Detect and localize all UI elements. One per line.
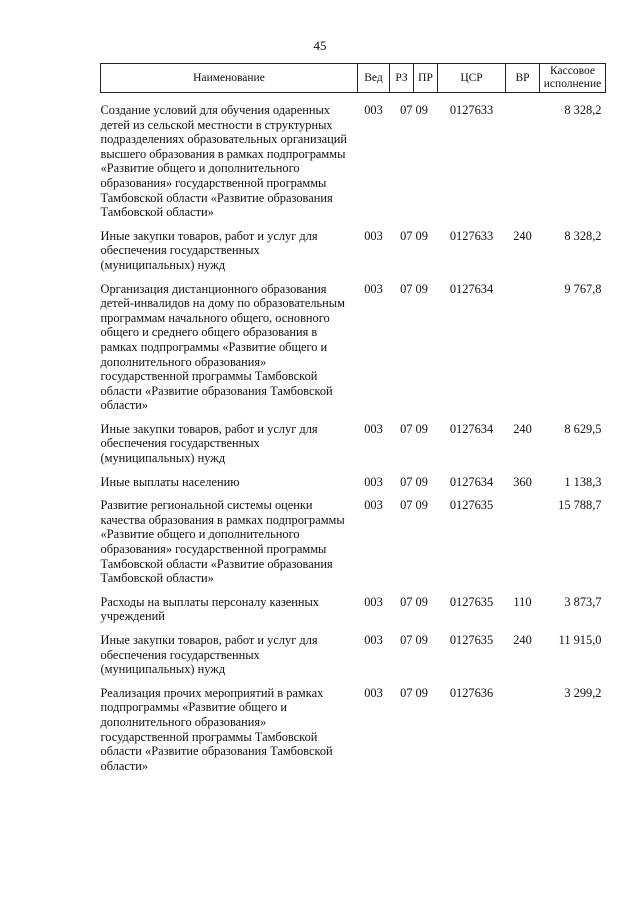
row-name: Реализация прочих мероприятий в рамках подпрограммы «Развитие общего и дополнительного образования» государственной программы Тамбовской области «Развитие образования Тамбовской области» [100,685,333,773]
row-pr: 09 [415,281,428,296]
table-row [101,633,606,686]
header-name: Наименование [101,64,358,93]
row-vr: 360 [513,474,532,489]
row-amount: 1 138,3 [564,474,602,489]
header-csr: ЦСР [438,64,506,93]
row-ved: 003 [364,594,383,609]
row-name: Иные выплаты населению [100,474,240,489]
table-row [101,475,606,499]
row-csr: 0127635 [449,498,494,513]
header-pr: ПР [414,64,438,93]
row-ved: 003 [364,474,383,489]
row-name: Расходы на выплаты персоналу казенных учреждений [100,594,319,624]
row-name: Организация дистанционного образования детей-инвалидов на дому по образовательным программам начального общего, основного общего и среднего общего образования в рамках подпрограммы «Развитие общего и дополнительного образования» государственной программы Тамбовской области «Развитие образования Тамбовской области» [100,281,345,413]
row-ved: 003 [364,421,383,436]
row-pr: 09 [415,474,428,489]
table-row [101,595,606,633]
row-vr: 110 [513,594,532,609]
row-ved: 003 [364,633,383,647]
row-name: Иные закупки товаров, работ и услуг для обеспечения государственных (муниципальных) нужд [100,633,318,677]
row-rz: 07 [400,498,413,513]
row-vr: 240 [513,633,532,647]
budget-table [100,63,606,782]
row-ved: 003 [364,103,383,117]
row-rz: 07 [400,228,413,243]
row-amount: 15 788,7 [558,498,602,513]
row-ved: 003 [364,281,383,296]
row-pr: 09 [415,594,428,609]
row-rz: 07 [400,685,413,700]
row-vr [506,93,540,229]
table-row [101,229,606,282]
row-csr: 0127634 [449,474,494,489]
header-vr: ВР [506,64,540,93]
row-amount: 3 299,2 [564,685,602,700]
row-amount: 3 873,7 [564,594,602,609]
table-body [101,93,606,783]
row-csr: 0127634 [449,281,494,296]
row-csr: 0127635 [449,633,494,647]
row-rz: 07 [400,633,413,647]
table-row [101,93,606,229]
page-number: 45 [313,38,327,53]
table-row [101,282,606,422]
row-rz: 07 [400,421,413,436]
table-row [101,498,606,595]
header-rz: РЗ [390,64,414,93]
table-header-row [101,64,606,93]
row-ved: 003 [364,228,383,243]
row-ved: 003 [364,685,383,700]
row-pr: 09 [415,421,428,436]
row-vr [506,686,540,783]
row-pr: 09 [415,498,428,513]
table-row [101,422,606,475]
row-amount: 8 629,5 [564,421,602,436]
row-amount: 8 328,2 [564,228,602,243]
row-amount: 8 328,2 [564,103,602,117]
row-vr: 240 [513,421,532,436]
row-name: Иные закупки товаров, работ и услуг для обеспечения государственных (муниципальных) нужд [100,421,318,466]
row-pr: 09 [415,103,428,117]
row-name: Иные закупки товаров, работ и услуг для обеспечения государственных (муниципальных) нужд [100,228,318,272]
row-rz: 07 [400,281,413,296]
row-csr: 0127633 [449,228,494,243]
row-vr [506,282,540,422]
row-csr: 0127635 [449,594,494,609]
row-name: Создание условий для обучения одаренных детей из сельской местности в структурных подразделениях образовательных организаций высшего образования в рамках подпрограммы «Развитие общего и дополнительного образования» государственной программы Тамбовской области «Развитие образования Тамбовской области» [100,103,347,220]
row-ved: 003 [364,498,383,513]
row-csr: 0127634 [449,421,494,436]
row-rz: 07 [400,474,413,489]
row-csr: 0127636 [449,685,494,700]
row-pr: 09 [415,685,428,700]
row-vr: 240 [513,228,532,243]
header-ved: Вед [358,64,390,93]
row-pr: 09 [415,228,428,243]
table-row [101,686,606,783]
row-vr [506,498,540,595]
row-amount: 11 915,0 [558,633,602,647]
header-amount: Кассовое исполнение [540,64,606,93]
row-rz: 07 [400,103,413,117]
row-rz: 07 [400,594,413,609]
row-amount: 9 767,8 [564,281,602,296]
row-pr: 09 [415,633,428,647]
row-name: Развитие региональной системы оценки качества образования в рамках подпрограммы «Развитие общего и дополнительного образования» государственной программы Тамбовской области «Развитие образования Тамбовской области» [100,498,345,586]
row-csr: 0127633 [449,103,494,117]
